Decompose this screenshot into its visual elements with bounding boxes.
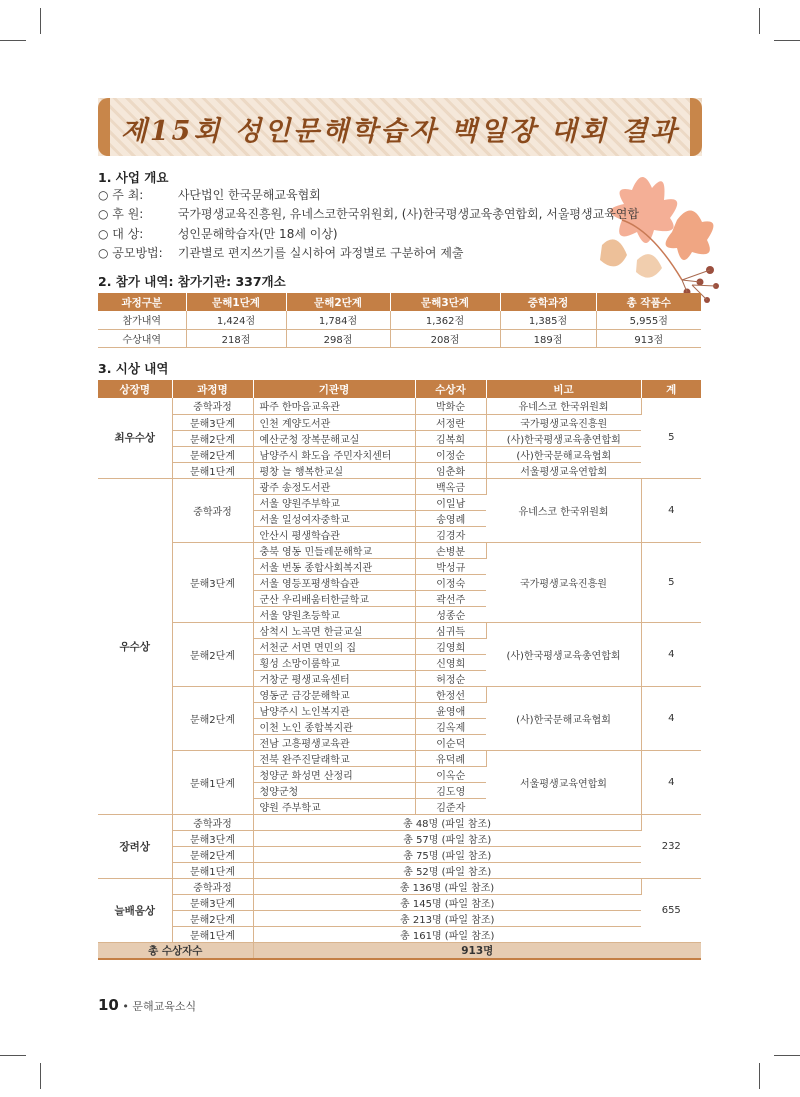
course-cell: 중학과정	[172, 878, 253, 894]
title-banner	[98, 98, 702, 156]
overview-value: 기관별로 편지쓰기를 실시하여 과정별로 구분하여 제출	[177, 246, 464, 261]
note-cell: (사)한국평생교육총연합회	[486, 622, 641, 686]
winner-cell: 이옥순	[415, 766, 486, 782]
winner-cell: 서정란	[415, 414, 486, 430]
column-header: 문해3단계	[390, 293, 500, 311]
total-cell: 5	[641, 398, 701, 478]
course-cell: 문해1단계	[172, 462, 253, 478]
institution-cell: 청양군청	[253, 782, 415, 798]
table-cell: 1,362점	[390, 311, 500, 329]
winner-cell: 심귀득	[415, 622, 486, 638]
table-header-row	[98, 380, 701, 398]
table-row	[98, 542, 701, 558]
table-cell: 189점	[500, 329, 596, 347]
table-cell: 5,955점	[596, 311, 701, 329]
winner-cell: 김경자	[415, 526, 486, 542]
institution-cell: 군산 우리배움터한글학교	[253, 590, 415, 606]
column-header: 계	[641, 380, 701, 398]
institution-cell: 영동군 금강문해학교	[253, 686, 415, 702]
institution-cell: 서울 번동 종합사회복지관	[253, 558, 415, 574]
institution-cell: 서울 영등포평생학습관	[253, 574, 415, 590]
overview-item	[98, 205, 639, 224]
summary-cell: 총 145명 (파일 참조)	[253, 894, 641, 910]
crop-mark	[774, 1055, 800, 1056]
column-header: 문해1단계	[186, 293, 286, 311]
overview-label: ○ 공모방법:	[98, 246, 163, 261]
overview-label: ○ 대 상:	[98, 226, 144, 241]
institution-cell: 청양군 화성면 산정리	[253, 766, 415, 782]
winner-cell: 박성규	[415, 558, 486, 574]
winner-cell: 김준자	[415, 798, 486, 814]
column-header: 문해2단계	[286, 293, 390, 311]
column-header: 과정구분	[98, 293, 186, 311]
table-row	[98, 398, 701, 414]
award-name: 늘배움상	[98, 878, 172, 942]
table-cell: 298점	[286, 329, 390, 347]
winner-cell: 김복희	[415, 430, 486, 446]
page-title: 제15회 성인문해학습자 백일장 대회 결과	[120, 116, 680, 147]
crop-mark	[0, 40, 26, 41]
course-cell: 문해2단계	[172, 846, 253, 862]
course-cell: 문해1단계	[172, 750, 253, 814]
summary-cell: 총 213명 (파일 참조)	[253, 910, 641, 926]
table-row	[98, 414, 701, 430]
institution-cell: 충북 영동 민들레문해학교	[253, 542, 415, 558]
total-cell: 232	[641, 814, 701, 878]
institution-cell: 서울 일성여자중학교	[253, 510, 415, 526]
crop-mark	[40, 1063, 41, 1089]
note-cell: (사)한국평생교육총연합회	[486, 430, 641, 446]
note-cell: 서울평생교육연합회	[486, 462, 641, 478]
table-row	[98, 462, 701, 478]
course-cell: 문해2단계	[172, 430, 253, 446]
table-cell: 1,424점	[186, 311, 286, 329]
crop-mark	[759, 8, 760, 34]
institution-cell: 서울 양원초등학교	[253, 606, 415, 622]
winner-cell: 이순덕	[415, 734, 486, 750]
table-row	[98, 686, 701, 702]
table-row	[98, 910, 701, 926]
table-row	[98, 862, 701, 878]
table-cell: 218점	[186, 329, 286, 347]
crop-mark	[759, 1063, 760, 1089]
page-number: 10	[98, 996, 119, 1014]
table-row	[98, 846, 701, 862]
crop-mark	[774, 40, 800, 41]
table-cell: 참가내역	[98, 311, 186, 329]
total-cell: 4	[641, 478, 701, 542]
column-header: 수상자	[415, 380, 486, 398]
footer-separator: •	[122, 1000, 129, 1013]
course-cell: 문해3단계	[172, 830, 253, 846]
participation-table	[98, 293, 701, 348]
crop-mark	[40, 8, 41, 34]
winner-cell: 손병분	[415, 542, 486, 558]
course-cell: 문해2단계	[172, 686, 253, 750]
award-name: 장려상	[98, 814, 172, 878]
institution-cell: 광주 송정도서관	[253, 478, 415, 494]
section-title-awards: 3. 시상 내역	[98, 361, 169, 376]
column-header: 비고	[486, 380, 641, 398]
award-name: 우수상	[98, 478, 172, 814]
note-cell: 국가평생교육진흥원	[486, 414, 641, 430]
winner-cell: 허정순	[415, 670, 486, 686]
course-cell: 문해3단계	[172, 414, 253, 430]
winner-cell: 이정숙	[415, 574, 486, 590]
table-cell: 수상내역	[98, 329, 186, 347]
table-row	[98, 478, 701, 494]
section-title-overview: 1. 사업 개요	[98, 170, 169, 185]
winner-cell: 유덕례	[415, 750, 486, 766]
total-cell: 5	[641, 542, 701, 622]
grand-total-label: 총 수상자수	[98, 942, 253, 959]
overview-label: ○ 후 원:	[98, 207, 144, 222]
table-row	[98, 878, 701, 894]
institution-cell: 예산군청 장복문해교실	[253, 430, 415, 446]
total-cell: 4	[641, 622, 701, 686]
note-cell: (사)한국문해교육협회	[486, 686, 641, 750]
summary-cell: 총 57명 (파일 참조)	[253, 830, 641, 846]
summary-cell: 총 75명 (파일 참조)	[253, 846, 641, 862]
overview-value: 국가평생교육진흥원, 유네스코한국위원회, (사)한국평생교육총연합회, 서울평생교육연합	[177, 207, 639, 222]
overview-list	[98, 186, 639, 264]
overview-label: ○ 주 최:	[98, 188, 144, 202]
note-cell: 국가평생교육진흥원	[486, 542, 641, 622]
table-row	[98, 830, 701, 846]
table-row	[98, 750, 701, 766]
table-row	[98, 329, 701, 347]
overview-item	[98, 244, 639, 263]
institution-cell: 양원 주부학교	[253, 798, 415, 814]
winner-cell: 이정순	[415, 446, 486, 462]
total-cell: 655	[641, 878, 701, 942]
summary-cell: 총 161명 (파일 참조)	[253, 926, 641, 942]
column-header: 상장명	[98, 380, 172, 398]
institution-cell: 전북 완주진달래학교	[253, 750, 415, 766]
institution-cell: 횡성 소망이룸학교	[253, 654, 415, 670]
institution-cell: 파주 한마음교육관	[253, 398, 415, 414]
institution-cell: 거창군 평생교육센터	[253, 670, 415, 686]
institution-cell: 서천군 서면 면민의 집	[253, 638, 415, 654]
column-header: 기관명	[253, 380, 415, 398]
table-row	[98, 430, 701, 446]
table-row	[98, 311, 701, 329]
winner-cell: 임춘화	[415, 462, 486, 478]
institution-cell: 인천 계양도서관	[253, 414, 415, 430]
winner-cell: 박화순	[415, 398, 486, 414]
column-header: 과정명	[172, 380, 253, 398]
table-row	[98, 926, 701, 942]
winner-cell: 신영희	[415, 654, 486, 670]
course-cell: 문해2단계	[172, 446, 253, 462]
winner-cell: 송영례	[415, 510, 486, 526]
course-cell: 중학과정	[172, 478, 253, 542]
grand-total-value: 913명	[253, 942, 701, 959]
course-cell: 문해1단계	[172, 862, 253, 878]
winner-cell: 곽선주	[415, 590, 486, 606]
total-cell: 4	[641, 750, 701, 814]
winner-cell: 백옥금	[415, 478, 486, 494]
institution-cell: 남양주시 노인복지관	[253, 702, 415, 718]
table-cell: 208점	[390, 329, 500, 347]
awards-table	[98, 380, 701, 960]
course-cell: 문해2단계	[172, 910, 253, 926]
winner-cell: 이일남	[415, 494, 486, 510]
table-row	[98, 622, 701, 638]
table-row	[98, 446, 701, 462]
publication-name: 문해교육소식	[132, 1000, 197, 1013]
grand-total-row	[98, 942, 701, 959]
course-cell: 문해3단계	[172, 542, 253, 622]
crop-mark	[0, 1055, 26, 1056]
table-header-row	[98, 293, 701, 311]
course-cell: 문해1단계	[172, 926, 253, 942]
table-row	[98, 894, 701, 910]
table-cell: 913점	[596, 329, 701, 347]
overview-item	[98, 186, 639, 205]
winner-cell: 김도영	[415, 782, 486, 798]
note-cell: 유네스코 한국위원회	[486, 478, 641, 542]
course-cell: 중학과정	[172, 398, 253, 414]
institution-cell: 삼척시 노곡면 한글교실	[253, 622, 415, 638]
institution-cell: 남양주시 화도읍 주민자치센터	[253, 446, 415, 462]
note-cell: 유네스코 한국위원회	[486, 398, 641, 414]
overview-value: 성인문해학습자(만 18세 이상)	[177, 226, 338, 241]
institution-cell: 평창 늘 행복한교실	[253, 462, 415, 478]
winner-cell: 한정선	[415, 686, 486, 702]
course-cell: 중학과정	[172, 814, 253, 830]
column-header: 중학과정	[500, 293, 596, 311]
winner-cell: 김옥제	[415, 718, 486, 734]
overview-item	[98, 225, 639, 244]
total-cell: 4	[641, 686, 701, 750]
winner-cell: 성종순	[415, 606, 486, 622]
table-cell: 1,784점	[286, 311, 390, 329]
note-cell: (사)한국문해교육협회	[486, 446, 641, 462]
course-cell: 문해2단계	[172, 622, 253, 686]
winner-cell: 김영희	[415, 638, 486, 654]
section-title-participation: 2. 참가 내역: 참가기관: 337개소	[98, 274, 286, 289]
course-cell: 문해3단계	[172, 894, 253, 910]
note-cell: 서울평생교육연합회	[486, 750, 641, 814]
summary-cell: 총 136명 (파일 참조)	[253, 878, 641, 894]
table-row	[98, 814, 701, 830]
overview-value: 사단법인 한국문해교육협회	[177, 188, 321, 202]
institution-cell: 서울 양원주부학교	[253, 494, 415, 510]
summary-cell: 총 52명 (파일 참조)	[253, 862, 641, 878]
institution-cell: 안산시 평생학습관	[253, 526, 415, 542]
summary-cell: 총 48명 (파일 참조)	[253, 814, 641, 830]
institution-cell: 전남 고흥평생교육관	[253, 734, 415, 750]
institution-cell: 이천 노인 종합복지관	[253, 718, 415, 734]
winner-cell: 윤영애	[415, 702, 486, 718]
award-name: 최우수상	[98, 398, 172, 478]
page-footer	[98, 996, 196, 1014]
column-header: 총 작품수	[596, 293, 701, 311]
table-cell: 1,385점	[500, 311, 596, 329]
